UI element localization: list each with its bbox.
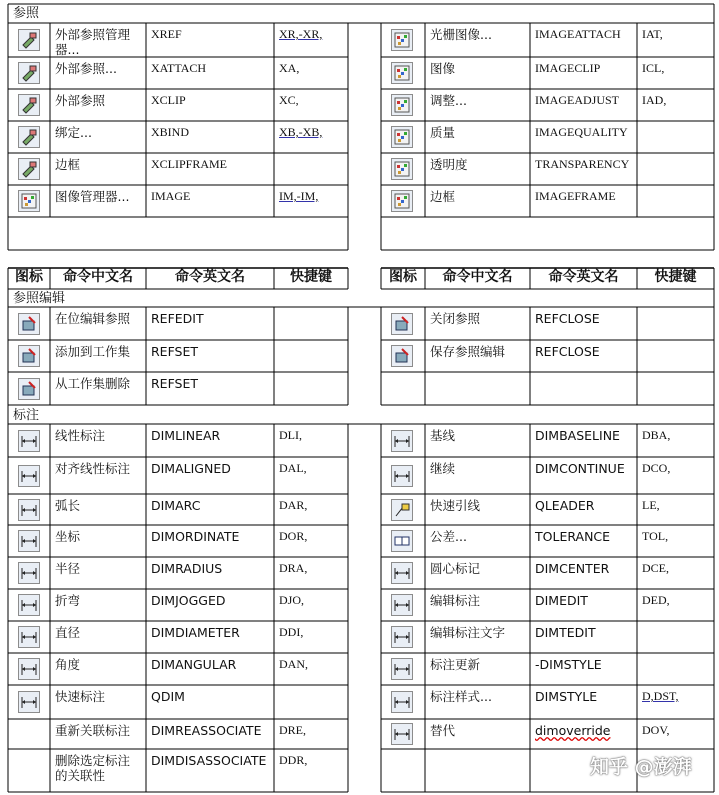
shortcut-cell: DOR,	[279, 529, 308, 543]
cn-cell: 基线	[430, 428, 456, 443]
en-cell: REFCLOSE	[535, 311, 600, 326]
dimoverride-icon	[391, 723, 413, 745]
image-clip-icon	[391, 62, 413, 84]
image-quality-icon	[391, 126, 413, 148]
cn-cell: 外部参照	[55, 93, 106, 108]
shortcut-cell: D,DST,	[642, 689, 679, 703]
dimcontinue-icon	[391, 465, 413, 487]
refedit-icon	[18, 313, 40, 335]
dimarc-icon	[18, 499, 40, 521]
tolerance-icon	[391, 530, 413, 552]
cn-cell: 从工作集删除	[55, 376, 131, 391]
dimangular-icon	[18, 658, 40, 680]
en-cell: XBIND	[151, 125, 189, 139]
cn-cell: 光栅图像...	[430, 27, 492, 42]
shortcut-cell: DAR,	[279, 498, 308, 512]
raster-image-icon	[391, 29, 413, 51]
en-cell: DIMARC	[151, 498, 201, 513]
image-manager-icon	[18, 190, 40, 212]
shortcut-cell: LE,	[642, 498, 660, 512]
dimstyle-icon	[391, 691, 413, 713]
refclose-icon	[391, 313, 413, 335]
dimdiameter-icon	[18, 626, 40, 648]
xattach-icon	[18, 62, 40, 84]
en-cell: DIMJOGGED	[151, 593, 226, 608]
header-cn: 命令中文名	[63, 269, 133, 285]
cn-cell: 外部参照...	[55, 61, 117, 76]
en-cell: XATTACH	[151, 61, 207, 75]
cn-cell: 标注样式...	[430, 689, 492, 704]
cn-cell: 对齐线性标注	[55, 461, 131, 476]
cn-cell: 半径	[55, 561, 81, 576]
en-cell: REFCLOSE	[535, 344, 600, 359]
en-cell: IMAGEFRAME	[535, 189, 616, 203]
cn-cell: 图像	[430, 61, 456, 76]
en-cell: IMAGEADJUST	[535, 93, 619, 107]
dimstyle-update-icon	[391, 658, 413, 680]
cn-cell: 替代	[430, 723, 456, 738]
refset-remove-icon	[18, 378, 40, 400]
shortcut-cell: IAT,	[642, 27, 663, 41]
cn-cell: 直径	[55, 625, 81, 640]
dimradius-icon	[18, 562, 40, 584]
en-cell: IMAGEQUALITY	[535, 125, 628, 139]
cn-cell: 关闭参照	[430, 311, 481, 326]
cn-cell: 绑定...	[55, 125, 92, 140]
shortcut-cell: DOV,	[642, 723, 670, 737]
header-sc: 快捷键	[654, 269, 697, 285]
cn-cell: 编辑标注	[430, 593, 481, 608]
xclip-icon	[18, 94, 40, 116]
en-cell: IMAGE	[151, 189, 191, 203]
cn-cell: 快速标注	[55, 689, 106, 704]
cn-cell: 在位编辑参照	[55, 311, 131, 326]
cn-cell: 删除选定标注的关联性	[55, 753, 131, 783]
dimordinate-icon	[18, 530, 40, 552]
cn-cell: 透明度	[430, 157, 468, 172]
shortcut-cell: DAL,	[279, 461, 307, 475]
en-cell: dimoverride	[535, 723, 611, 738]
en-cell: DIMDIAMETER	[151, 625, 240, 640]
shortcut-cell: DLI,	[279, 428, 302, 442]
en-cell: DIMALIGNED	[151, 461, 231, 476]
cn-cell: 继续	[430, 461, 456, 476]
cn-cell: 圆心标记	[430, 561, 481, 576]
header-en: 命令英文名	[175, 269, 245, 285]
dimjogged-icon	[18, 594, 40, 616]
header-cn: 命令中文名	[442, 269, 513, 285]
shortcut-cell: DRA,	[279, 561, 308, 575]
cn-cell: 边框	[430, 189, 456, 204]
cn-cell: 添加到工作集	[55, 344, 131, 359]
shortcut-cell: DRE,	[279, 723, 306, 737]
cn-cell: 角度	[55, 657, 81, 672]
en-cell: -DIMSTYLE	[535, 657, 602, 672]
cn-cell: 重新关联标注	[55, 723, 131, 738]
shortcut-cell: DDR,	[279, 753, 308, 767]
image-frame-icon	[391, 190, 413, 212]
header-icon: 图标	[389, 269, 417, 285]
en-cell: XCLIP	[151, 93, 186, 107]
en-cell: TRANSPARENCY	[535, 157, 630, 171]
en-cell: QDIM	[151, 689, 185, 704]
en-cell: DIMTEDIT	[535, 625, 596, 640]
en-cell: DIMSTYLE	[535, 689, 598, 704]
shortcut-cell: XA,	[279, 61, 300, 75]
en-cell: DIMANGULAR	[151, 657, 237, 672]
qdim-icon	[18, 691, 40, 713]
section-title-dim: 标注	[13, 408, 40, 423]
shortcut-cell: XR,-XR,	[279, 27, 323, 41]
refclose-save-icon	[391, 345, 413, 367]
en-cell: DIMORDINATE	[151, 529, 240, 544]
cn-cell: 线性标注	[55, 428, 106, 443]
cn-cell: 保存参照编辑	[430, 344, 506, 359]
cn-cell: 调整...	[430, 93, 467, 108]
qleader-icon	[391, 499, 413, 521]
en-cell: DIMBASELINE	[535, 428, 620, 443]
cn-cell: 质量	[430, 125, 456, 140]
en-cell: TOLERANCE	[535, 529, 611, 544]
cn-cell: 边框	[55, 157, 81, 172]
cn-cell: 公差...	[430, 529, 467, 544]
dimedit-icon	[391, 594, 413, 616]
en-cell: DIMCONTINUE	[535, 461, 625, 476]
refset-add-icon	[18, 345, 40, 367]
shortcut-cell: IM,-IM,	[279, 189, 319, 203]
en-cell: REFSET	[151, 376, 199, 391]
image-adjust-icon	[391, 94, 413, 116]
en-cell: XREF	[151, 27, 182, 41]
en-cell: DIMEDIT	[535, 593, 588, 608]
shortcut-cell: XB,-XB,	[279, 125, 323, 139]
en-cell: XCLIPFRAME	[151, 157, 228, 171]
section-title-ref: 参照	[13, 6, 40, 21]
dimlinear-icon	[18, 430, 40, 452]
shortcut-cell: IAD,	[642, 93, 667, 107]
en-cell: QLEADER	[535, 498, 595, 513]
shortcut-cell: XC,	[279, 93, 299, 107]
shortcut-cell: DCO,	[642, 461, 671, 475]
en-cell: REFEDIT	[151, 311, 204, 326]
dimcenter-icon	[391, 562, 413, 584]
cn-cell: 编辑标注文字	[430, 625, 506, 640]
section-title-refedit: 参照编辑	[13, 291, 66, 306]
en-cell: DIMCENTER	[535, 561, 610, 576]
dimtedit-icon	[391, 626, 413, 648]
shortcut-cell: DAN,	[279, 657, 308, 671]
transparency-icon	[391, 158, 413, 180]
en-cell: IMAGEATTACH	[535, 27, 621, 41]
shortcut-cell: DCE,	[642, 561, 669, 575]
cn-cell: 坐标	[55, 529, 81, 544]
en-cell: DIMLINEAR	[151, 428, 221, 443]
shortcut-cell: ICL,	[642, 61, 665, 75]
shortcut-cell: DDI,	[279, 625, 304, 639]
header-icon: 图标	[15, 269, 43, 285]
en-cell: DIMREASSOCIATE	[151, 723, 262, 738]
cn-cell: 快速引线	[430, 498, 481, 513]
shortcut-cell: DBA,	[642, 428, 671, 442]
xclipframe-icon	[18, 158, 40, 180]
xbind-icon	[18, 126, 40, 148]
shortcut-cell: TOL,	[642, 529, 669, 543]
shortcut-cell: DJO,	[279, 593, 305, 607]
dimaligned-icon	[18, 465, 40, 487]
cn-cell: 标注更新	[430, 657, 481, 672]
watermark: 知乎 @澎湃	[590, 756, 692, 778]
shortcut-cell: DED,	[642, 593, 670, 607]
en-cell: DIMRADIUS	[151, 561, 223, 576]
xref-manager-icon	[18, 29, 40, 51]
header-en: 命令英文名	[548, 269, 619, 285]
cn-cell: 折弯	[55, 593, 81, 608]
cn-cell: 弧长	[55, 498, 81, 513]
en-cell: IMAGECLIP	[535, 61, 601, 75]
cn-cell: 外部参照管理器...	[55, 27, 131, 57]
dimbaseline-icon	[391, 430, 413, 452]
en-cell: DIMDISASSOCIATE	[151, 753, 267, 768]
header-sc: 快捷键	[290, 269, 332, 285]
en-cell: REFSET	[151, 344, 199, 359]
cn-cell: 图像管理器...	[55, 189, 130, 204]
